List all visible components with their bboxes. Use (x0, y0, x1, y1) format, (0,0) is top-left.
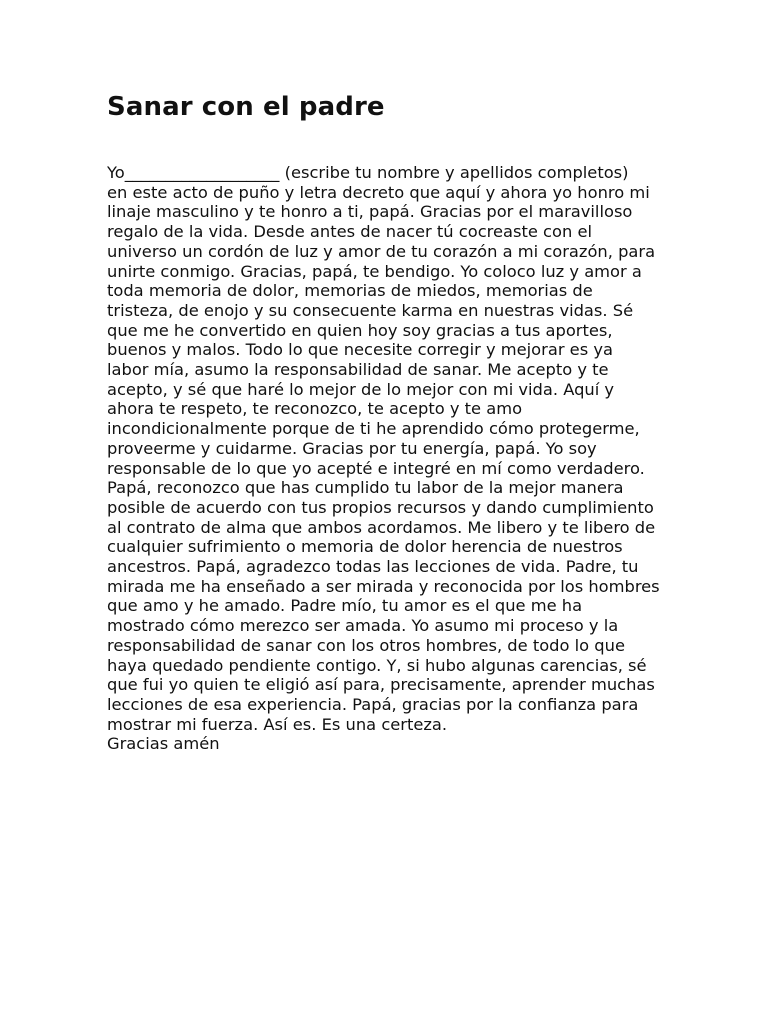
document-page (107, 90, 667, 754)
document-body-paragraph: Yo___________________ (escribe tu nombre y apellidos completos) en este acto de puño y letra decreto que aquí y ahora yo honro mi linaje masculino y te honro a ti, papá. Gracias por el maravilloso regalo de la vida. Desde antes de nacer tú cocreaste con el universo un cordón de luz y amor de tu corazón a mi corazón, para unirte conmigo. Gracias, papá, te bendigo. Yo coloco luz y amor a toda memoria de dolor, memorias de miedos, memorias de tristeza, de enojo y su consecuente karma en nuestras vidas. Sé que me he convertido en quien hoy soy gracias a tus aportes, buenos y malos. Todo lo que necesite corregir y mejorar es ya labor mía, asumo la responsabilidad de sanar. Me acepto y te acepto, y sé que haré lo mejor de lo mejor con mi vida. Aquí y ahora te respeto, te reconozco, te acepto y te amo incondicionalmente porque de ti he aprendido cómo protegerme, proveerme y cuidarme. Gracias por tu energía, papá. Yo soy responsable de lo que yo acepté e integré en mí como verdadero. Papá, reconozco que has cumplido tu labor de la mejor manera posible de acuerdo con tus propios recursos y dando cumplimiento al contrato de alma que ambos acordamos. Me libero y te libero de cualquier sufrimiento o memoria de dolor herencia de nuestros ancestros. Papá, agradezco todas las lecciones de vida. Padre, tu mirada me ha enseñado a ser mirada y reconocida por los hombres que amo y he amado. Padre mío, tu amor es el que me ha mostrado cómo merezco ser amada. Yo asumo mi proceso y la responsabilidad de sanar con los otros hombres, de todo lo que haya quedado pendiente contigo. Y, si hubo algunas carencias, sé que fui yo quien te eligió así para, precisamente, aprender muchas lecciones de esa experiencia. Papá, gracias por la confianza para mostrar mi fuerza. Así es. Es una certeza. (107, 163, 660, 734)
document-closing-line: Gracias amén (107, 734, 220, 754)
document-title: Sanar con el padre (107, 92, 385, 122)
